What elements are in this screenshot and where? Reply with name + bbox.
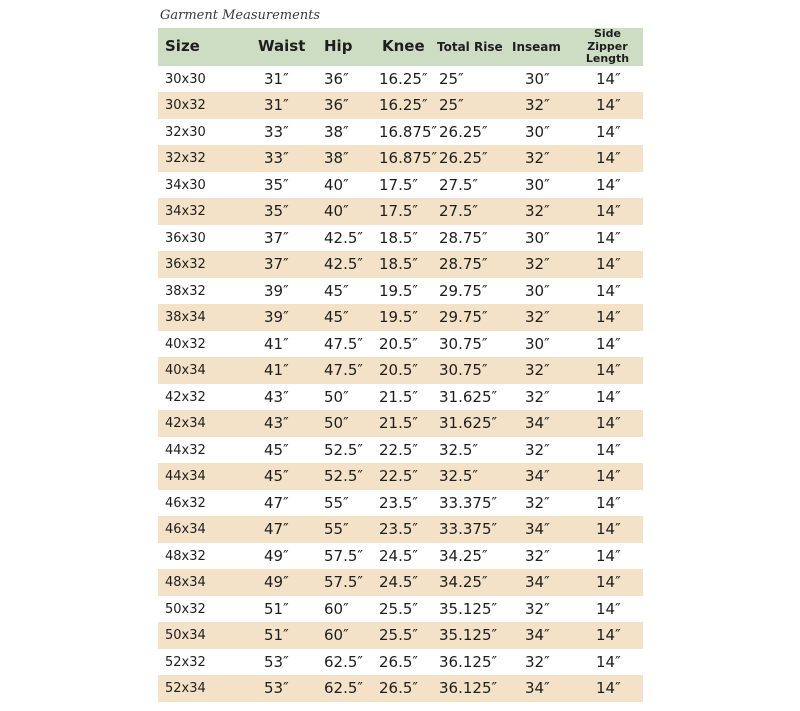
cell-waist: 33″ <box>264 122 289 141</box>
cell-waist: 41″ <box>264 361 289 380</box>
cell-hip: 57.5″ <box>324 546 364 565</box>
cell-waist: 51″ <box>264 626 289 645</box>
cell-side-zipper-length: 14″ <box>596 679 621 698</box>
cell-size: 44x34 <box>165 469 206 485</box>
cell-total-rise: 31.625″ <box>439 414 498 433</box>
table-row <box>158 331 643 358</box>
cell-size: 32x32 <box>165 151 206 167</box>
cell-size: 38x32 <box>165 283 206 299</box>
cell-inseam: 30″ <box>525 334 550 353</box>
cell-size: 40x32 <box>165 336 206 352</box>
cell-waist: 51″ <box>264 599 289 618</box>
cell-inseam: 32″ <box>525 440 550 459</box>
cell-side-zipper-length: 14″ <box>596 626 621 645</box>
cell-side-zipper-length: 14″ <box>596 440 621 459</box>
header-size: Size <box>165 37 200 56</box>
cell-total-rise: 35.125″ <box>439 626 498 645</box>
cell-inseam: 30″ <box>525 69 550 88</box>
table-row <box>158 66 643 93</box>
cell-waist: 49″ <box>264 546 289 565</box>
cell-knee: 16.25″ <box>379 69 428 88</box>
header-row <box>158 28 643 66</box>
cell-side-zipper-length: 14″ <box>596 493 621 512</box>
cell-total-rise: 30.75″ <box>439 334 488 353</box>
cell-hip: 52.5″ <box>324 440 364 459</box>
cell-hip: 42.5″ <box>324 255 364 274</box>
cell-size: 42x32 <box>165 389 206 405</box>
cell-total-rise: 28.75″ <box>439 255 488 274</box>
header-inseam: Inseam <box>512 39 561 54</box>
cell-size: 30x30 <box>165 71 206 87</box>
cell-hip: 55″ <box>324 520 349 539</box>
cell-hip: 38″ <box>324 149 349 168</box>
cell-inseam: 30″ <box>525 175 550 194</box>
cell-side-zipper-length: 14″ <box>596 414 621 433</box>
cell-knee: 21.5″ <box>379 414 419 433</box>
cell-hip: 47.5″ <box>324 361 364 380</box>
cell-waist: 53″ <box>264 679 289 698</box>
cell-hip: 40″ <box>324 175 349 194</box>
table-row <box>158 490 643 517</box>
cell-knee: 20.5″ <box>379 361 419 380</box>
cell-total-rise: 33.375″ <box>439 493 498 512</box>
table-row <box>158 569 643 596</box>
cell-side-zipper-length: 14″ <box>596 255 621 274</box>
table-row <box>158 278 643 305</box>
header-hip: Hip <box>324 37 353 56</box>
cell-size: 48x34 <box>165 575 206 591</box>
header-side-zipper-length <box>572 28 643 66</box>
table-row <box>158 384 643 411</box>
cell-side-zipper-length: 14″ <box>596 122 621 141</box>
cell-hip: 45″ <box>324 281 349 300</box>
cell-total-rise: 33.375″ <box>439 520 498 539</box>
cell-knee: 17.5″ <box>379 202 419 221</box>
table-body <box>158 66 643 702</box>
cell-side-zipper-length: 14″ <box>596 520 621 539</box>
cell-total-rise: 27.5″ <box>439 202 479 221</box>
cell-hip: 60″ <box>324 599 349 618</box>
cell-knee: 23.5″ <box>379 520 419 539</box>
cell-waist: 31″ <box>264 96 289 115</box>
cell-knee: 19.5″ <box>379 281 419 300</box>
cell-total-rise: 36.125″ <box>439 679 498 698</box>
cell-side-zipper-length: 14″ <box>596 467 621 486</box>
cell-waist: 31″ <box>264 69 289 88</box>
cell-knee: 25.5″ <box>379 599 419 618</box>
table-row <box>158 622 643 649</box>
cell-inseam: 34″ <box>525 679 550 698</box>
cell-waist: 49″ <box>264 573 289 592</box>
cell-hip: 40″ <box>324 202 349 221</box>
table-row <box>158 410 643 437</box>
cell-size: 36x32 <box>165 257 206 273</box>
cell-knee: 18.5″ <box>379 255 419 274</box>
table-row <box>158 92 643 119</box>
table-row <box>158 225 643 252</box>
cell-side-zipper-length: 14″ <box>596 361 621 380</box>
cell-hip: 38″ <box>324 122 349 141</box>
cell-size: 52x34 <box>165 681 206 697</box>
cell-knee: 16.875″ <box>379 149 438 168</box>
cell-knee: 25.5″ <box>379 626 419 645</box>
cell-inseam: 32″ <box>525 255 550 274</box>
table-row <box>158 596 643 623</box>
table-row <box>158 463 643 490</box>
cell-side-zipper-length: 14″ <box>596 228 621 247</box>
cell-side-zipper-length: 14″ <box>596 308 621 327</box>
cell-inseam: 32″ <box>525 149 550 168</box>
cell-knee: 16.25″ <box>379 96 428 115</box>
cell-waist: 35″ <box>264 175 289 194</box>
cell-total-rise: 35.125″ <box>439 599 498 618</box>
cell-hip: 55″ <box>324 493 349 512</box>
table-row <box>158 198 643 225</box>
cell-inseam: 32″ <box>525 202 550 221</box>
cell-size: 30x32 <box>165 98 206 114</box>
cell-hip: 50″ <box>324 414 349 433</box>
cell-knee: 22.5″ <box>379 440 419 459</box>
cell-hip: 36″ <box>324 96 349 115</box>
cell-waist: 37″ <box>264 255 289 274</box>
cell-size: 42x34 <box>165 416 206 432</box>
cell-knee: 24.5″ <box>379 546 419 565</box>
cell-knee: 26.5″ <box>379 652 419 671</box>
cell-hip: 47.5″ <box>324 334 364 353</box>
table-row <box>158 145 643 172</box>
cell-knee: 26.5″ <box>379 679 419 698</box>
table-row <box>158 172 643 199</box>
cell-total-rise: 28.75″ <box>439 228 488 247</box>
cell-knee: 17.5″ <box>379 175 419 194</box>
cell-total-rise: 34.25″ <box>439 546 488 565</box>
cell-size: 50x32 <box>165 601 206 617</box>
cell-hip: 52.5″ <box>324 467 364 486</box>
table-row <box>158 357 643 384</box>
table-row <box>158 251 643 278</box>
table-row <box>158 675 643 702</box>
table-header <box>158 28 643 66</box>
cell-hip: 62.5″ <box>324 679 364 698</box>
cell-size: 36x30 <box>165 230 206 246</box>
cell-inseam: 32″ <box>525 493 550 512</box>
cell-size: 50x34 <box>165 628 206 644</box>
cell-knee: 23.5″ <box>379 493 419 512</box>
cell-side-zipper-length: 14″ <box>596 599 621 618</box>
cell-size: 52x32 <box>165 654 206 670</box>
cell-total-rise: 34.25″ <box>439 573 488 592</box>
cell-inseam: 32″ <box>525 96 550 115</box>
cell-total-rise: 27.5″ <box>439 175 479 194</box>
measurement-sheet <box>153 0 645 711</box>
cell-waist: 41″ <box>264 334 289 353</box>
cell-waist: 47″ <box>264 520 289 539</box>
cell-total-rise: 31.625″ <box>439 387 498 406</box>
cell-total-rise: 25″ <box>439 69 464 88</box>
cell-size: 34x32 <box>165 204 206 220</box>
table-row <box>158 119 643 146</box>
table-row <box>158 516 643 543</box>
cell-side-zipper-length: 14″ <box>596 69 621 88</box>
cell-waist: 39″ <box>264 281 289 300</box>
table-row <box>158 304 643 331</box>
cell-knee: 16.875″ <box>379 122 438 141</box>
cell-total-rise: 36.125″ <box>439 652 498 671</box>
cell-inseam: 32″ <box>525 652 550 671</box>
header-side-zipper-line1: Side Zipper <box>587 27 628 53</box>
cell-waist: 43″ <box>264 414 289 433</box>
cell-inseam: 32″ <box>525 308 550 327</box>
cell-inseam: 34″ <box>525 520 550 539</box>
cell-total-rise: 32.5″ <box>439 467 479 486</box>
table-row <box>158 543 643 570</box>
cell-inseam: 34″ <box>525 573 550 592</box>
header-total-rise: Total Rise <box>437 39 503 54</box>
cell-waist: 43″ <box>264 387 289 406</box>
cell-size: 40x34 <box>165 363 206 379</box>
cell-inseam: 32″ <box>525 387 550 406</box>
measurements-table <box>158 28 643 702</box>
cell-waist: 45″ <box>264 440 289 459</box>
cell-size: 46x32 <box>165 495 206 511</box>
cell-side-zipper-length: 14″ <box>596 573 621 592</box>
cell-inseam: 32″ <box>525 546 550 565</box>
cell-total-rise: 26.25″ <box>439 149 488 168</box>
cell-inseam: 34″ <box>525 414 550 433</box>
cell-hip: 60″ <box>324 626 349 645</box>
cell-hip: 62.5″ <box>324 652 364 671</box>
cell-knee: 24.5″ <box>379 573 419 592</box>
cell-size: 32x30 <box>165 124 206 140</box>
table-row <box>158 437 643 464</box>
cell-inseam: 32″ <box>525 599 550 618</box>
cell-knee: 20.5″ <box>379 334 419 353</box>
cell-total-rise: 29.75″ <box>439 308 488 327</box>
cell-waist: 53″ <box>264 652 289 671</box>
cell-hip: 45″ <box>324 308 349 327</box>
cell-total-rise: 32.5″ <box>439 440 479 459</box>
cell-size: 44x32 <box>165 442 206 458</box>
cell-hip: 36″ <box>324 69 349 88</box>
cell-knee: 21.5″ <box>379 387 419 406</box>
cell-inseam: 30″ <box>525 281 550 300</box>
header-waist: Waist <box>258 37 306 56</box>
cell-inseam: 34″ <box>525 467 550 486</box>
cell-size: 48x32 <box>165 548 206 564</box>
cell-hip: 57.5″ <box>324 573 364 592</box>
cell-hip: 42.5″ <box>324 228 364 247</box>
cell-hip: 50″ <box>324 387 349 406</box>
cell-side-zipper-length: 14″ <box>596 149 621 168</box>
cell-side-zipper-length: 14″ <box>596 175 621 194</box>
cell-side-zipper-length: 14″ <box>596 281 621 300</box>
header-knee: Knee <box>382 37 425 56</box>
cell-waist: 35″ <box>264 202 289 221</box>
cell-knee: 18.5″ <box>379 228 419 247</box>
cell-total-rise: 25″ <box>439 96 464 115</box>
header-side-zipper-line2: Length <box>585 52 630 66</box>
cell-knee: 19.5″ <box>379 308 419 327</box>
cell-waist: 47″ <box>264 493 289 512</box>
cell-side-zipper-length: 14″ <box>596 546 621 565</box>
cell-size: 46x34 <box>165 522 206 538</box>
cell-knee: 22.5″ <box>379 467 419 486</box>
table-row <box>158 649 643 676</box>
cell-side-zipper-length: 14″ <box>596 202 621 221</box>
cell-total-rise: 26.25″ <box>439 122 488 141</box>
cell-size: 38x34 <box>165 310 206 326</box>
cell-inseam: 34″ <box>525 626 550 645</box>
cell-waist: 37″ <box>264 228 289 247</box>
cell-total-rise: 29.75″ <box>439 281 488 300</box>
sheet-caption: Garment Measurements <box>160 8 321 23</box>
cell-total-rise: 30.75″ <box>439 361 488 380</box>
cell-inseam: 32″ <box>525 361 550 380</box>
cell-inseam: 30″ <box>525 228 550 247</box>
cell-side-zipper-length: 14″ <box>596 387 621 406</box>
cell-size: 34x30 <box>165 177 206 193</box>
cell-side-zipper-length: 14″ <box>596 334 621 353</box>
cell-waist: 45″ <box>264 467 289 486</box>
cell-side-zipper-length: 14″ <box>596 652 621 671</box>
cell-inseam: 30″ <box>525 122 550 141</box>
cell-side-zipper-length: 14″ <box>596 96 621 115</box>
cell-waist: 39″ <box>264 308 289 327</box>
cell-waist: 33″ <box>264 149 289 168</box>
